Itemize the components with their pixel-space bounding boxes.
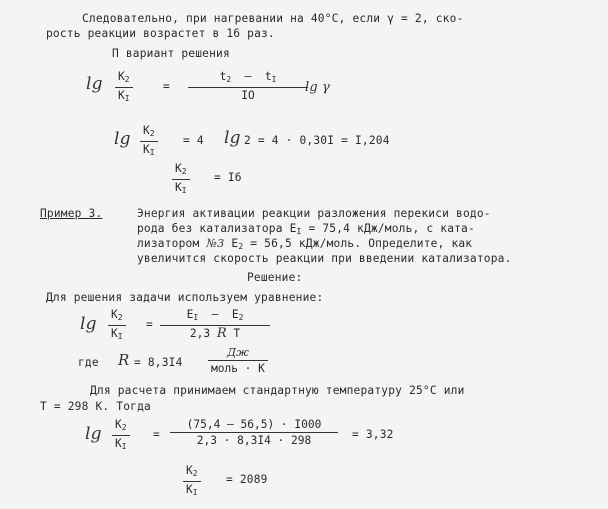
paragraph-line: рода без катализатора $E_I = 75,4$ кДж/моль, с ката- xyxy=(137,222,475,236)
ratio-fraction: $K_2$ $K_I$ xyxy=(112,418,130,453)
energy-fraction: $E_I - E_2$ 2,3 R T xyxy=(160,308,270,340)
lg-symbol: lg xyxy=(80,314,97,334)
numerator: K xyxy=(118,70,125,83)
ratio-fraction: $K_2$ $K_I$ xyxy=(183,464,201,499)
lg-symbol: lg xyxy=(86,74,103,94)
equation-rhs: = I6 xyxy=(214,171,242,184)
gas-constant-value: = 8,3I4 xyxy=(134,356,183,369)
equals-sign: = xyxy=(146,318,153,331)
lg-symbol: lg xyxy=(305,80,318,95)
unit-fraction: Дж моль · К xyxy=(208,346,268,375)
paragraph-line: Следовательно, при нагревании на 40°С, если γ = 2, ско- xyxy=(82,12,464,25)
paragraph-line: Т = 298 К. Тогда xyxy=(40,400,151,413)
example-label: Пример 3. xyxy=(40,207,103,220)
lg-symbol: lg xyxy=(85,424,102,444)
equation-rhs: = 4 xyxy=(183,134,204,147)
calculation-fraction: (75,4 – 56,5) · I000 2,3 · 8,3I4 · 298 xyxy=(170,418,338,447)
catalyst-number: №3 xyxy=(206,237,225,250)
gamma-symbol: γ xyxy=(322,80,330,95)
paragraph-line: увеличится скорость реакции при введении катализатора. xyxy=(137,252,512,265)
gas-constant-symbol: R xyxy=(118,351,130,369)
ratio-fraction: $K_2$ $K_I$ xyxy=(140,124,158,159)
section-heading: П вариант решения xyxy=(112,47,230,60)
paragraph-line: Энергия активации реакции разложения перекиси водо- xyxy=(137,207,491,220)
ratio-fraction: $K_2$ $K_I$ xyxy=(108,308,126,343)
paragraph-line: Для решения задачи используем уравнение: xyxy=(46,291,324,304)
ratio-fraction: $K_2$ $K_I$ xyxy=(172,162,190,197)
section-heading: Решение: xyxy=(247,271,303,284)
lg-symbol: lg xyxy=(114,129,131,149)
temperature-fraction: $t_2 - t_I$ IO xyxy=(188,70,308,102)
denominator: K xyxy=(118,89,125,102)
gas-constant-symbol: R xyxy=(216,326,227,341)
equals-sign: = xyxy=(153,428,160,441)
where-label: где xyxy=(78,356,99,369)
ratio-fraction: $K_2$ $K_I$ xyxy=(115,70,133,105)
equation-rhs: 2 = 4 · 0,30I = I,204 xyxy=(244,134,390,147)
paragraph-line: лизатором №3 $E_2 = 56,5$ кДж/моль. Определите, как xyxy=(137,237,473,251)
equals-sign: = xyxy=(163,80,170,93)
paragraph-line: Для расчета принимаем стандартную температуру 25°С или xyxy=(90,384,465,397)
paragraph-line: рость реакции возрастет в 16 раз. xyxy=(46,27,275,40)
calculation-result: = 3,32 xyxy=(352,428,394,441)
final-result: = 2089 xyxy=(226,473,268,486)
lg-symbol: lg xyxy=(224,128,241,148)
